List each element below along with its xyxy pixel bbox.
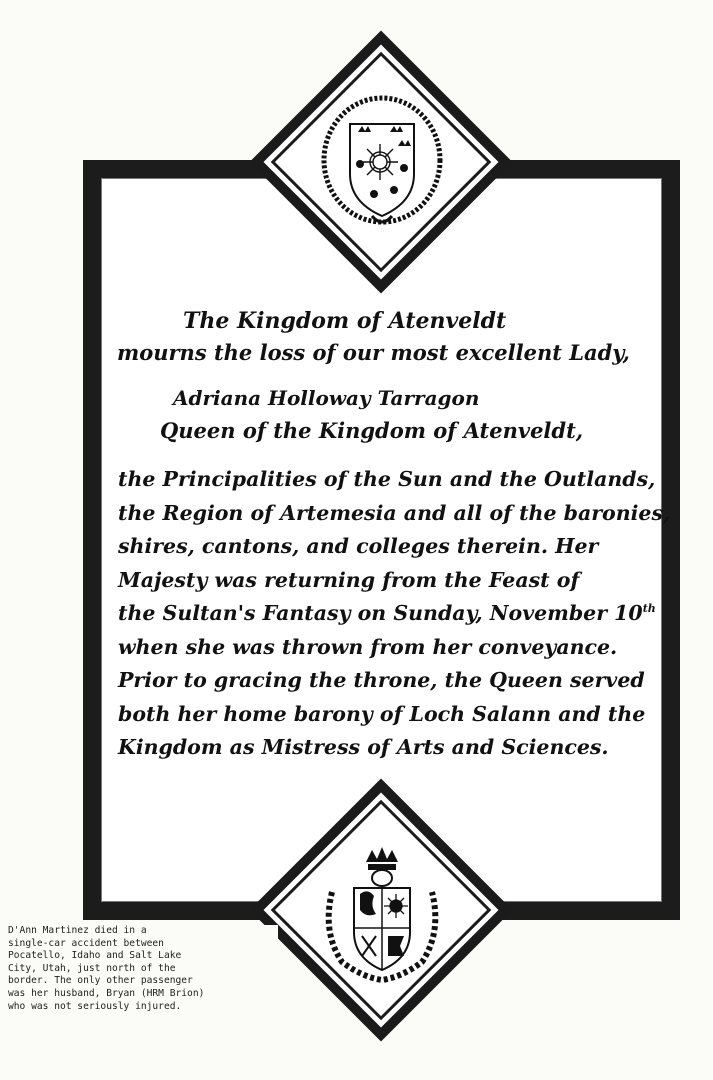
crown-icon	[366, 847, 398, 886]
kingdom-sun-shield-emblem	[302, 84, 462, 244]
body-line-date	[118, 597, 656, 631]
body-line: both her home barony of Loch Salann and the	[118, 701, 646, 726]
caption-line: who was not seriously injured.	[8, 1000, 182, 1012]
ordinal-suffix: th	[642, 602, 656, 616]
sun-icon	[362, 144, 398, 180]
caption-line: City, Utah, just north of the	[8, 962, 176, 974]
typed-caption	[8, 925, 278, 1013]
body-line: Prior to gracing the throne, the Queen served	[118, 668, 645, 692]
body-line: the Principalities of the Sun and the Outlands,	[118, 467, 656, 491]
proclamation-heading: The Kingdom of Atenveldt	[183, 308, 507, 334]
body-line: shires, cantons, and colleges therein. Her	[118, 534, 599, 558]
caption-line: border. The only other passenger	[8, 975, 193, 987]
body-line: when she was thrown from her conveyance.	[118, 634, 618, 659]
caption-line: D'Ann Martinez died in a	[8, 925, 147, 936]
proclamation-body	[118, 463, 671, 765]
body-line: Majesty was returning from the Feast of	[118, 567, 580, 592]
body-line: Kingdom as Mistress of Arts and Sciences.	[118, 735, 609, 759]
proclamation-subheading: mourns the loss of our most excellent Lady,	[117, 340, 630, 365]
caption-line: single-car accident between	[8, 937, 164, 949]
royal-coat-of-arms-emblem	[302, 832, 462, 992]
queen-name: Adriana Holloway Tarragon	[173, 386, 480, 410]
caption-line: was her husband, Bryan (HRM Brion)	[8, 987, 205, 999]
queen-title: Queen of the Kingdom of Atenveldt,	[160, 418, 584, 443]
caption-line: Pocatello, Idaho and Salt Lake	[8, 950, 182, 962]
body-line: the Region of Artemesia and all of the baronies,	[118, 500, 671, 525]
body-line: the Sultan's Fantasy on Sunday, November 10	[118, 601, 643, 625]
